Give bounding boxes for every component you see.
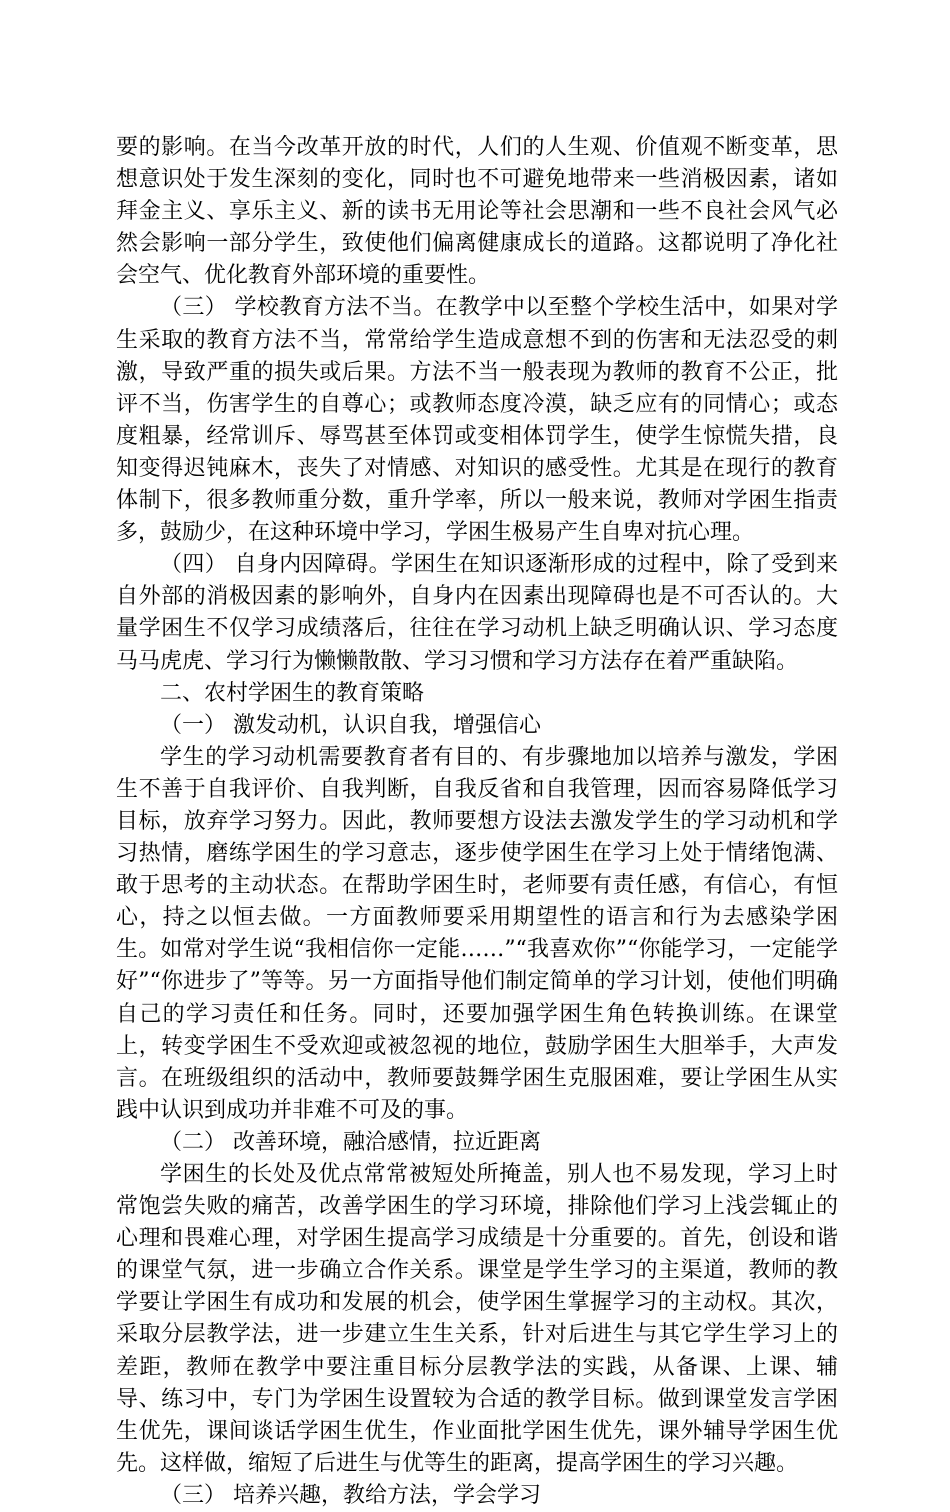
- section-heading-strategies: 二、农村学困生的教育策略: [160, 680, 425, 706]
- subheading-environment: （二） 改善环境，融洽感情，拉近距离: [160, 1129, 541, 1155]
- paragraph-social-influence: 要的影响。在当今改革开放的时代，人们的人生观、价值观不断变革，思想意识处于发生深刻的变化，同时也不可避免地带来一些消极因素，诸如拜金主义、享乐主义、新的读书无用论等社会思潮和一些不良社会风气必然会影响一部分学生，致使他们偏离健康成长的道路。这都说明了净化社会空气、优化教育外部环境的重要性。: [116, 135, 838, 289]
- subheading-motivation: （一） 激发动机，认识自我，增强信心: [160, 712, 541, 738]
- paragraph-environment: 学困生的长处及优点常常被短处所掩盖，别人也不易发现，学习上时常饱尝失败的痛苦，改善学困生的学习环境，排除他们学习上浅尝辄止的心理和畏难心理，对学困生提高学习成绩是十分重要的。首先，创设和谐的课堂气氛，进一步确立合作关系。课堂是学生学习的主渠道，教师的教学要让学困生有成功和发展的机会，使学困生掌握学习的主动权。其次，采取分层教学法，进一步建立生生关系，针对后进生与其它学生学习上的差距，教师在教学中要注重目标分层教学法的实践，从备课、上课、辅导、练习中，专门为学困生设置较为合适的教学目标。做到课堂发言学困生优先，课间谈话学困生优生，作业面批学困生优先，课外辅导学困生优先。这样做，缩短了后进生与优等生的距离，提高学困生的学习兴趣。: [116, 1162, 838, 1476]
- paragraph-internal-obstacles: （四） 自身内因障碍。学困生在知识逐渐形成的过程中，除了受到来自外部的消极因素的影响外，自身内在因素出现障碍也是不可否认的。大量学困生不仅学习成绩落后，往往在学习动机上缺乏明确认识、学习态度马马虎虎、学习行为懒懒散散、学习习惯和学习方法存在着严重缺陷。: [116, 552, 838, 674]
- document-page: [116, 132, 838, 1512]
- subheading-interest: （三） 培养兴趣，教给方法，学会学习: [160, 1482, 541, 1508]
- paragraph-teaching-methods: （三） 学校教育方法不当。在教学中以至整个学校生活中，如果对学生采取的教育方法不当，常常给学生造成意想不到的伤害和无法忍受的刺激，导致严重的损失或后果。方法不当一般表现为教师的教育不公正，批评不当，伤害学生的自尊心；或教师态度冷漠，缺乏应有的同情心；或态度粗暴，经常训斥、辱骂甚至体罚或变相体罚学生，使学生惊慌失措，良知变得迟钝麻木，丧失了对情感、对知识的感受性。尤其是在现行的教育体制下，很多教师重分数，重升学率，所以一般来说，教师对学困生指责多，鼓励少，在这种环境中学习，学困生极易产生自卑对抗心理。: [116, 295, 838, 546]
- paragraph-motivation: 学生的学习动机需要教育者有目的、有步骤地加以培养与激发，学困生不善于自我评价、自我判断，自我反省和自我管理，因而容易降低学习目标，放弃学习努力。因此，教师要想方设法去激发学生的学习动机和学习热情，磨练学困生的学习意志，逐步使学困生在学习上处于情绪饱满、敢于思考的主动状态。在帮助学困生时，老师要有责任感，有信心，有恒心，持之以恒去做。一方面教师要采用期望性的语言和行为去感染学困生。如常对学生说“我相信你一定能……”“我喜欢你”“你能学习，一定能学好”“你进步了”等等。另一方面指导他们制定简单的学习计划，使他们明确自己的学习责任和任务。同时，还要加强学困生角色转换训练。在课堂上，转变学困生不受欢迎或被忽视的地位，鼓励学困生大胆举手，大声发言。在班级组织的活动中，教师要鼓舞学困生克服困难，要让学困生从实践中认识到成功并非难不可及的事。: [116, 744, 838, 1123]
